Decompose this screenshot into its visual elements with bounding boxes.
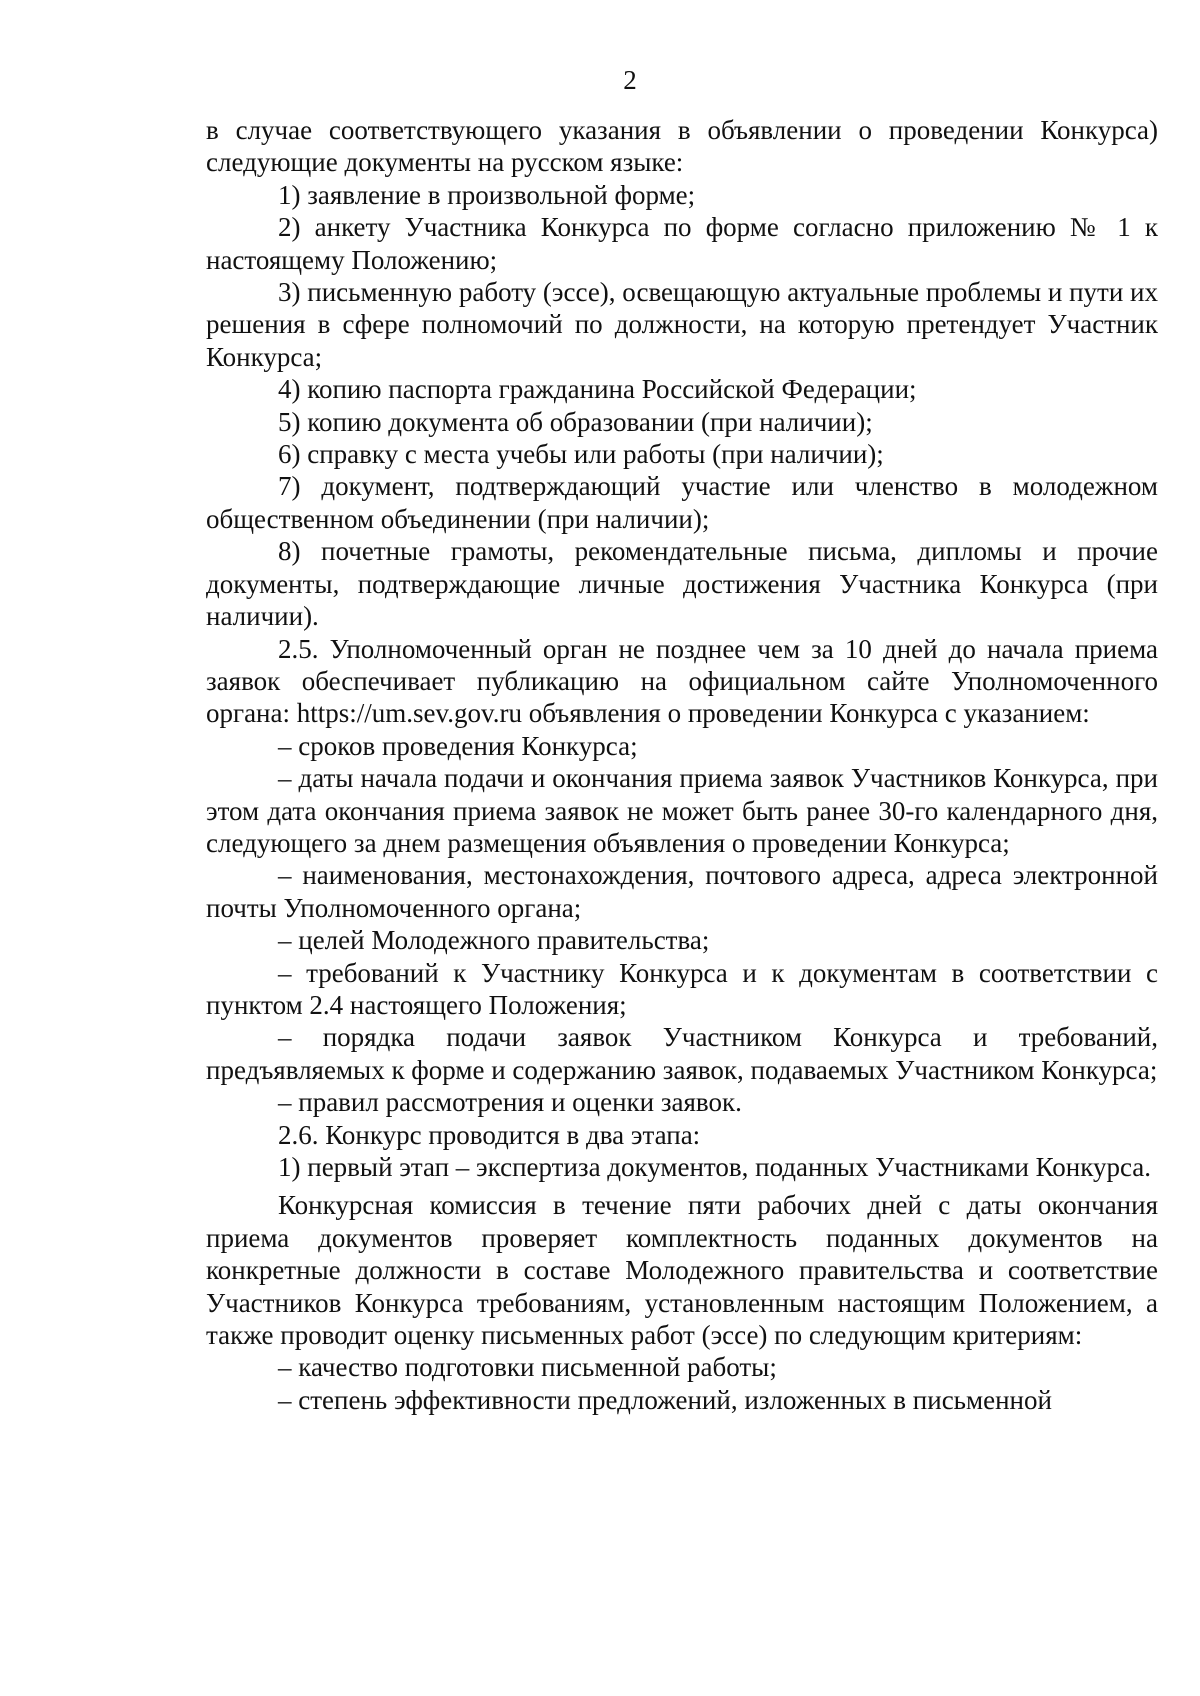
section-paragraph: 2.6. Конкурс проводится в два этапа: <box>278 1119 701 1150</box>
list-item: 1) заявление в произвольной форме; <box>278 179 696 210</box>
page-number: 2 <box>623 65 637 95</box>
dash-item: – требований к Участнику Конкурса и к документам в соответствии с пунктом 2.4 настоящего Положения; <box>206 957 1158 1020</box>
section-paragraph: 2.5. Уполномоченный орган не позднее чем за 10 дней до начала приема заявок обеспечивает публикацию на официальном сайте Уполномоченного органа: https://um.sev.gov.ru объявления о проведении Конкурса с указанием: <box>206 633 1158 729</box>
dash-item: – степень эффективности предложений, изложенных в письменной <box>278 1384 1052 1415</box>
dash-item: – целей Молодежного правительства; <box>278 925 710 956</box>
paragraph: Конкурсная комиссия в течение пяти рабочих дней с даты окончания приема документов проверяет комплектность поданных документов на конкретные должности в составе Молодежного правительства и соответствие Участников Конкурса требованиям, установленным настоящим Положением, а также проводит оценку письменных работ (эссе) по следующим критериям: <box>206 1190 1158 1351</box>
list-item: 8) почетные грамоты, рекомендательные письма, дипломы и прочие документы, подтверждающие личные достижения Участника Конкурса (при наличии). <box>206 536 1158 632</box>
dash-item: – правил рассмотрения и оценки заявок. <box>278 1087 742 1118</box>
dash-item: – даты начала подачи и окончания приема заявок Участников Конкурса, при этом дата окончания приема заявок не может быть ранее 30-го календарного дня, следующего за днем размещения объявления о проведении Конкурса; <box>206 763 1158 858</box>
dash-item: – порядка подачи заявок Участником Конкурса и требований, предъявляемых к форме и содержанию заявок, подаваемых Участником Конкурса; <box>206 1022 1158 1085</box>
list-item: 3) письменную работу (эссе), освещающую актуальные проблемы и пути их решения в сфере полномочий по должности, на которую претендует Участник Конкурса; <box>206 277 1158 372</box>
dash-item: – качество подготовки письменной работы; <box>278 1352 777 1383</box>
list-item: 5) копию документа об образовании (при наличии); <box>278 406 873 437</box>
list-item: 1) первый этап – экспертиза документов, поданных Участниками Конкурса. <box>278 1152 1152 1182</box>
list-item: 2) анкету Участника Конкурса по форме согласно приложению № 1 к настоящему Положению; <box>206 212 1158 275</box>
dash-item: – сроков проведения Конкурса; <box>278 730 638 761</box>
list-item: 6) справку с места учебы или работы (при наличии); <box>278 439 884 470</box>
list-item: 7) документ, подтверждающий участие или членство в молодежном общественном объединении (при наличии); <box>206 471 1158 534</box>
document-body <box>206 114 1158 1416</box>
dash-item: – наименования, местонахождения, почтового адреса, адреса электронной почты Уполномоченного органа; <box>206 860 1158 923</box>
paragraph: в случае соответствующего указания в объявлении о проведении Конкурса) следующие документы на русском языке: <box>206 115 1158 178</box>
list-item: 4) копию паспорта гражданина Российской Федерации; <box>278 374 917 405</box>
